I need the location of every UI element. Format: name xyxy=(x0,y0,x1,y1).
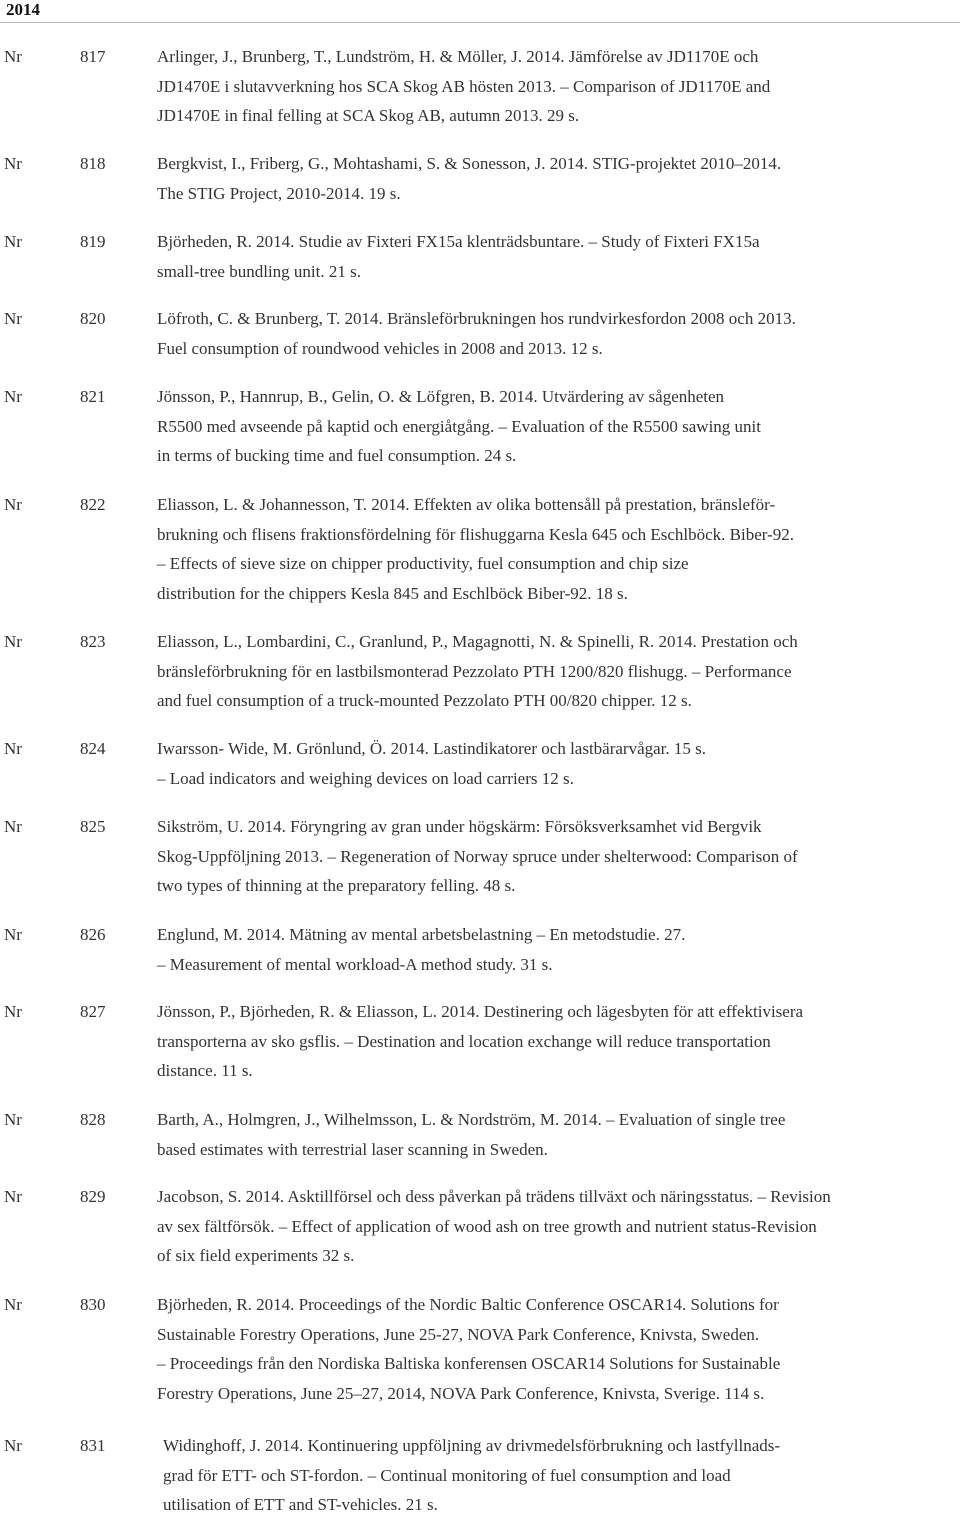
citation-line: The STIG Project, 2010-2014. 19 s. xyxy=(157,183,401,203)
entry-number: 820 xyxy=(80,309,106,328)
entry-citation xyxy=(157,304,960,363)
citation-line: Fuel consumption of roundwood vehicles in 2008 and 2013. 12 s. xyxy=(157,338,603,358)
citation-line: Eliasson, L. & Johannesson, T. 2014. Effekten av olika bottensåll på prestation, bränsleför- xyxy=(157,495,776,514)
citation-line: two types of thinning at the preparatory felling. 48 s. xyxy=(157,876,516,896)
entry-number: 829 xyxy=(80,1187,106,1206)
citation-line: – Proceedings från den Nordiska Baltiska konferensen OSCAR14 Solutions for Sustainable xyxy=(157,1354,781,1374)
entry-citation xyxy=(157,812,960,901)
entry-prefix: Nr xyxy=(4,1187,22,1206)
citation-line: Björheden, R. 2014. Studie av Fixteri FX15a klenträdsbuntare. – Study of Fixteri FX15a xyxy=(157,232,760,251)
entry-number: 827 xyxy=(80,1002,106,1021)
citation-line: av sex fältförsök. – Effect of application of wood ash on tree growth and nutrient status-Revision xyxy=(157,1216,817,1236)
citation-line: Sikström, U. 2014. Föryngring av gran under högskärm: Försöksverksamhet vid Bergvik xyxy=(157,817,762,836)
citation-line: – Load indicators and weighing devices on load carriers 12 s. xyxy=(157,768,574,788)
entry-prefix: Nr xyxy=(4,495,22,514)
entry-number: 825 xyxy=(80,817,106,836)
entry-citation xyxy=(157,227,960,286)
citation-line: Iwarsson- Wide, M. Grönlund, Ö. 2014. Lastindikatorer och lastbärarvågar. 15 s. xyxy=(157,739,707,758)
citation-line: of six field experiments 32 s. xyxy=(157,1246,355,1266)
entry-prefix: Nr xyxy=(4,925,22,944)
entry-citation xyxy=(157,42,960,131)
entry-prefix: Nr xyxy=(4,47,22,66)
entry-citation xyxy=(157,997,960,1086)
citation-line: utilisation of ETT and ST-vehicles. 21 s. xyxy=(163,1495,438,1515)
entry-citation xyxy=(157,734,960,793)
citation-line: Englund, M. 2014. Mätning av mental arbetsbelastning – En metodstudie. 27. xyxy=(157,925,686,944)
citation-line: Sustainable Forestry Operations, June 25-27, NOVA Park Conference, Knivsta, Sweden. xyxy=(157,1324,760,1344)
entry-prefix: Nr xyxy=(4,1002,22,1021)
citation-line: Forestry Operations, June 25–27, 2014, NOVA Park Conference, Knivsta, Sverige. 114 s. xyxy=(157,1384,765,1404)
entry-number: 821 xyxy=(80,387,106,406)
citation-line: Jönsson, P., Hannrup, B., Gelin, O. & Löfgren, B. 2014. Utvärdering av sågenheten xyxy=(157,387,725,406)
citation-line: brukning och flisens fraktionsfördelning för flishuggarna Kesla 645 och Eschlböck. Biber-92. xyxy=(157,524,795,544)
entry-number: 831 xyxy=(80,1436,106,1455)
citation-line: distance. 11 s. xyxy=(157,1061,253,1081)
citation-line: Jönsson, P., Björheden, R. & Eliasson, L. 2014. Destinering och lägesbyten för att effektivisera xyxy=(157,1002,804,1021)
entry-prefix: Nr xyxy=(4,1436,22,1455)
citation-line: Jacobson, S. 2014. Asktillförsel och dess påverkan på trädens tillväxt och näringsstatus. – Revision xyxy=(157,1187,831,1206)
entry-citation xyxy=(157,627,960,716)
entry-prefix: Nr xyxy=(4,309,22,328)
citation-line: Björheden, R. 2014. Proceedings of the Nordic Baltic Conference OSCAR14. Solutions for xyxy=(157,1295,779,1314)
entry-prefix: Nr xyxy=(4,154,22,173)
entry-citation xyxy=(163,1431,960,1520)
citation-line: Widinghoff, J. 2014. Kontinuering uppföljning av drivmedelsförbrukning och lastfyllnads- xyxy=(163,1436,781,1455)
entry-citation xyxy=(157,1105,960,1164)
entry-number: 824 xyxy=(80,739,106,758)
citation-line: – Measurement of mental workload-A method study. 31 s. xyxy=(157,954,553,974)
entry-citation xyxy=(157,1290,960,1409)
citation-line: based estimates with terrestrial laser scanning in Sweden. xyxy=(157,1139,548,1159)
entry-number: 828 xyxy=(80,1110,106,1129)
entry-number: 818 xyxy=(80,154,106,173)
entry-citation xyxy=(157,382,960,471)
citation-line: Eliasson, L., Lombardini, C., Granlund, P., Magagnotti, N. & Spinelli, R. 2014. Prestation och xyxy=(157,632,798,651)
section-year-heading: 2014 xyxy=(6,0,40,19)
entry-prefix: Nr xyxy=(4,1110,22,1129)
entry-prefix: Nr xyxy=(4,387,22,406)
citation-line: – Effects of sieve size on chipper productivity, fuel consumption and chip size xyxy=(157,554,689,574)
entry-citation xyxy=(157,149,960,208)
citation-line: distribution for the chippers Kesla 845 and Eschlböck Biber-92. 18 s. xyxy=(157,584,628,604)
citation-line: bränsleförbrukning för en lastbilsmonterad Pezzolato PTH 1200/820 flishugg. – Performance xyxy=(157,661,792,681)
citation-line: Bergkvist, I., Friberg, G., Mohtashami, S. & Sonesson, J. 2014. STIG-projektet 2010–2014. xyxy=(157,154,782,173)
citation-line: JD1470E i slutavverkning hos SCA Skog AB hösten 2013. – Comparison of JD1170E and xyxy=(157,76,771,96)
header-divider xyxy=(0,22,960,23)
entry-prefix: Nr xyxy=(4,632,22,651)
citation-line: Löfroth, C. & Brunberg, T. 2014. Bränsleförbrukningen hos rundvirkesfordon 2008 och 2013. xyxy=(157,309,796,328)
entry-number: 817 xyxy=(80,47,106,66)
entry-prefix: Nr xyxy=(4,1295,22,1314)
citation-line: in terms of bucking time and fuel consumption. 24 s. xyxy=(157,446,517,466)
citation-line: small-tree bundling unit. 21 s. xyxy=(157,261,361,281)
entry-number: 819 xyxy=(80,232,106,251)
entry-prefix: Nr xyxy=(4,817,22,836)
entry-number: 830 xyxy=(80,1295,106,1314)
citation-line: Barth, A., Holmgren, J., Wilhelmsson, L. & Nordström, M. 2014. – Evaluation of single tree xyxy=(157,1110,786,1129)
entry-citation xyxy=(157,1182,960,1271)
citation-line: grad för ETT- och ST-fordon. – Continual monitoring of fuel consumption and load xyxy=(163,1465,731,1485)
citation-line: transporterna av sko gsflis. – Destination and location exchange will reduce transportation xyxy=(157,1031,771,1051)
entry-citation xyxy=(157,490,960,609)
citation-line: Skog-Uppföljning 2013. – Regeneration of Norway spruce under shelterwood: Comparison of xyxy=(157,846,798,866)
citation-line: R5500 med avseende på kaptid och energiåtgång. – Evaluation of the R5500 sawing unit xyxy=(157,416,761,436)
entry-number: 826 xyxy=(80,925,106,944)
entry-prefix: Nr xyxy=(4,739,22,758)
entry-prefix: Nr xyxy=(4,232,22,251)
citation-line: Arlinger, J., Brunberg, T., Lundström, H. & Möller, J. 2014. Jämförelse av JD1170E och xyxy=(157,47,759,66)
citation-line: JD1470E in final felling at SCA Skog AB, autumn 2013. 29 s. xyxy=(157,106,580,126)
citation-line: and fuel consumption of a truck-mounted Pezzolato PTH 00/820 chipper. 12 s. xyxy=(157,691,692,711)
entry-citation xyxy=(157,920,960,979)
entry-number: 823 xyxy=(80,632,106,651)
entry-number: 822 xyxy=(80,495,106,514)
